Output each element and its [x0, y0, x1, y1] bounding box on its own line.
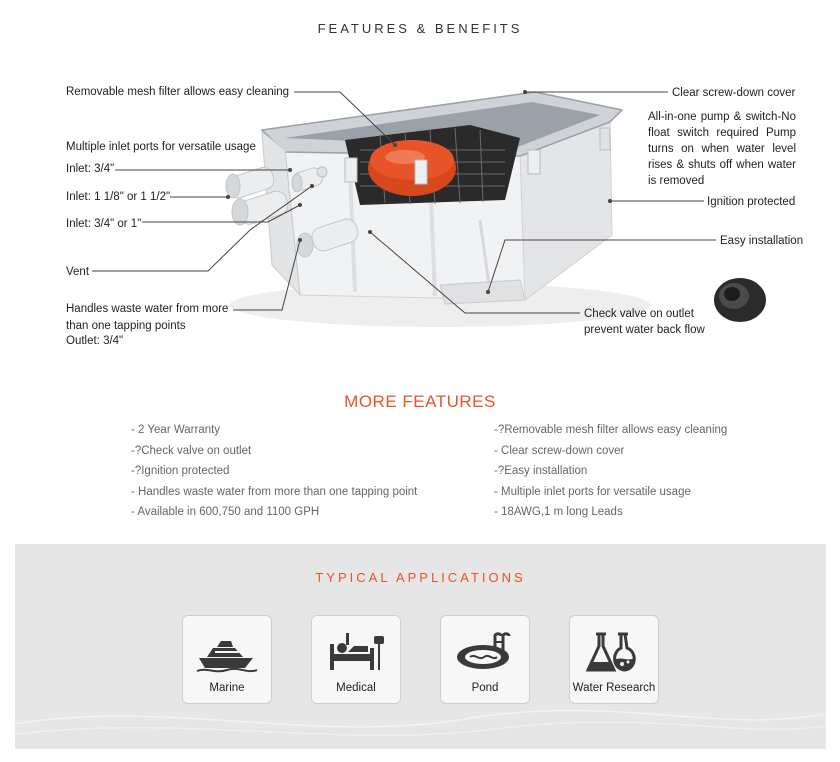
hospital-bed-icon: [324, 630, 388, 674]
app-card-water-research[interactable]: [569, 615, 659, 704]
list-item: - Multiple inlet ports for versatile usage: [494, 485, 691, 498]
list-item: - Clear screw-down cover: [494, 444, 625, 457]
app-label-water-research: Water Research: [572, 682, 656, 694]
callout-ignition: Ignition protected: [707, 196, 796, 208]
typical-applications-title: TYPICAL APPLICATIONS: [315, 570, 526, 585]
list-item: - 18AWG,1 m long Leads: [494, 506, 623, 518]
yacht-icon: [195, 630, 259, 674]
callout-clear-cover: Clear screw-down cover: [672, 87, 796, 99]
callout-inlet-1: Inlet: 3/4": [66, 163, 115, 175]
list-item: -?Check valve on outlet: [131, 444, 252, 457]
list-item: - 2 Year Warranty: [131, 424, 221, 436]
app-label-medical: Medical: [336, 682, 376, 694]
more-features-left-list: [131, 420, 417, 523]
callout-vent: Vent: [66, 266, 90, 278]
list-item: -?Ignition protected: [131, 465, 230, 477]
callout-check-valve-line1: Check valve on outlet: [584, 308, 694, 320]
app-card-medical[interactable]: [311, 615, 401, 704]
list-item: -?Removable mesh filter allows easy cleaning: [494, 424, 728, 436]
app-label-marine: Marine: [209, 682, 245, 694]
wave-decoration: [15, 694, 826, 749]
lab-flask-icon: [582, 630, 646, 674]
list-item: -?Easy installation: [494, 465, 588, 477]
callout-multiple-inlets: Multiple inlet ports for versatile usage: [66, 141, 256, 153]
list-item: - Available in 600,750 and 1100 GPH: [131, 506, 320, 518]
pond-icon: [453, 630, 517, 674]
callout-outlet: Outlet: 3/4": [66, 335, 124, 347]
features-title: FEATURES & BENEFITS: [317, 21, 523, 36]
callout-inlet-2: Inlet: 1 1/8" or 1 1/2": [66, 191, 171, 203]
typical-applications-section: [15, 544, 826, 749]
callout-handles-line2: than one tapping points: [66, 320, 186, 332]
more-features-right-list: [494, 420, 727, 523]
callout-inlet-3: Inlet: 3/4" or 1": [66, 218, 142, 230]
callout-mesh-filter: Removable mesh filter allows easy cleaning: [66, 86, 290, 98]
app-label-pond: Pond: [471, 682, 499, 694]
app-card-pond[interactable]: [440, 615, 530, 704]
more-features-title: MORE FEATURES: [344, 392, 496, 411]
app-card-marine[interactable]: [182, 615, 272, 704]
list-item: - Handles waste water from more than one tapping point: [131, 485, 418, 498]
callout-easy-install: Easy installation: [720, 235, 804, 247]
callout-check-valve-line2: prevent water back flow: [584, 324, 705, 336]
callout-handles-line1: Handles waste water from more: [66, 303, 229, 315]
callout-pump-switch: All-in-one pump & switch-No float switch required Pump turns on when water level rises & shuts off when water is removed: [648, 111, 796, 187]
